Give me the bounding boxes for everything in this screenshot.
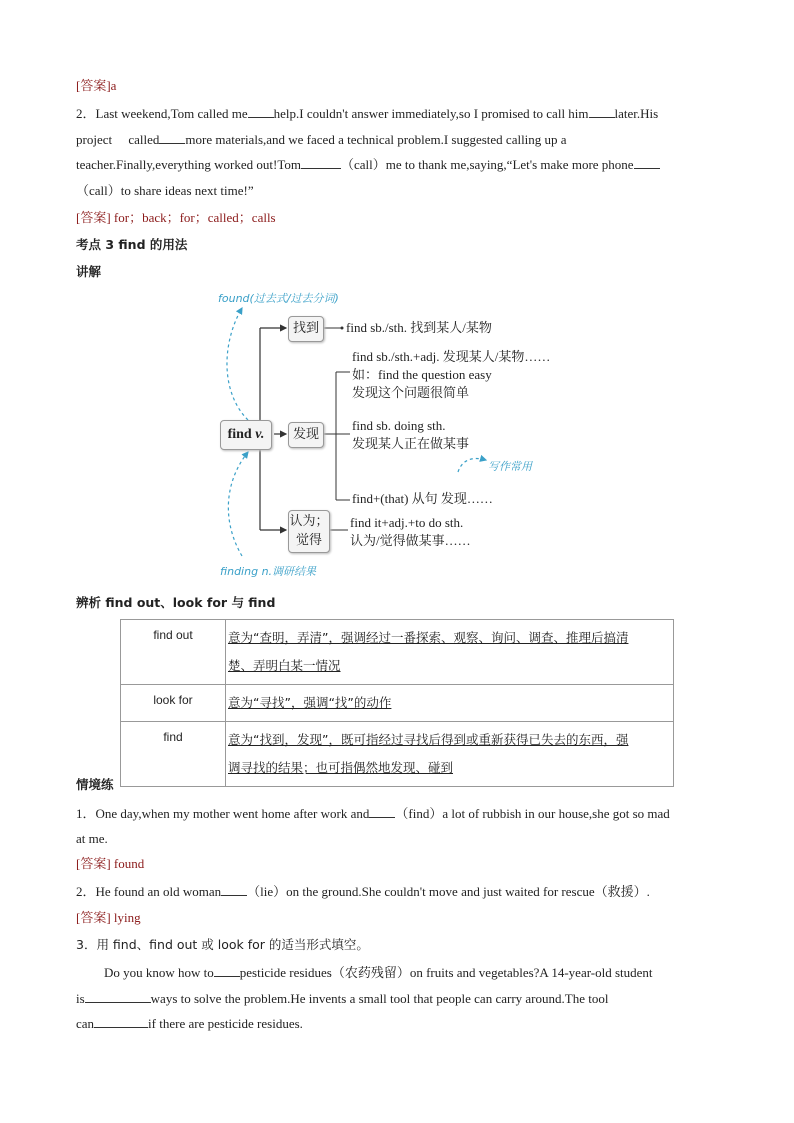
q2-line3: teacher.Finally,everything worked out!Tom （call）me to thank me,saying,“Let's make more phone [76, 154, 720, 175]
blank[interactable] [94, 1013, 148, 1028]
def-cell: 意为“查明，弄清”，强调经过一番探索、观察、询问、调查、推理后搞清 楚、弄明白某一情况 [226, 620, 674, 685]
node-find-verb: find v. [220, 420, 272, 450]
think-b: 认为/觉得做某事…… [350, 533, 471, 548]
find-desc: find sb./sth. 找到某人/某物 [346, 320, 492, 335]
node-discover: 发现 [288, 422, 324, 448]
jiangjie-label: 讲解 [76, 264, 102, 279]
answer-p-q1: [答案] found [76, 856, 145, 871]
kaodian-title: 考点 3 find 的用法 [76, 237, 188, 252]
discover-2b: 发现某人正在做某事 [352, 436, 470, 451]
table-row [121, 620, 674, 685]
p-q1-line2: at me. [76, 831, 108, 846]
blank[interactable] [214, 962, 240, 977]
comparison-table [120, 619, 674, 787]
discover-1b: 如：find the question easy [352, 367, 492, 382]
p-q3-line3: can if there are pesticide residues. [76, 1013, 720, 1034]
blank[interactable] [301, 154, 341, 169]
table-row [121, 685, 674, 722]
bianxi-title: 辨析 find out、look for 与 find [76, 595, 276, 610]
discover-2a: find sb. doing sth. [352, 418, 446, 433]
blank[interactable] [369, 803, 395, 818]
note-found: found(过去式/过去分词) [218, 292, 339, 305]
p-q2-line: 2．He found an old woman （lie）on the ground.She couldn't move and just waited for rescue（救援）. [76, 881, 720, 902]
blank[interactable] [221, 881, 247, 896]
answer-p-q2: [答案] lying [76, 910, 141, 925]
blank[interactable] [634, 154, 660, 169]
practice-title: 情境练 [76, 777, 114, 792]
answer-q2: [答案] for；back；for；called；calls [76, 210, 276, 225]
node-think: 认为； 觉得 [288, 510, 330, 553]
q2-line2: project called more materials,and we faced a technical problem.I suggested calling up a [76, 129, 720, 150]
answer-a: [答案]a [76, 78, 117, 93]
note-writing: 写作常用 [488, 460, 532, 473]
discover-3: find+(that) 从句 发现…… [352, 491, 493, 506]
term-cell: find out [121, 620, 226, 685]
blank[interactable] [85, 988, 151, 1003]
def-cell: 意为“寻找”，强调“找”的动作 [226, 685, 674, 722]
term-cell: look for [121, 685, 226, 722]
blank[interactable] [589, 103, 615, 118]
p-q3-line1: Do you know how to pesticide residues（农药残留）on fruits and vegetables?A 14-year-old student [104, 962, 720, 983]
blank[interactable] [159, 129, 185, 144]
q2-line4: （call）to share ideas next time!” [76, 183, 254, 198]
term-cell: find [121, 722, 226, 787]
p-q3-line2: is ways to solve the problem.He invents a small tool that people can carry around.The tool [76, 988, 720, 1009]
find-usage-diagram [200, 282, 600, 587]
think-a: find it+adj.+to do sth. [350, 515, 464, 530]
q2-line1: 2．Last weekend,Tom called me help.I couldn't answer immediately,so I promised to call him later.His [76, 103, 720, 124]
p-q3-title: 3．用 find、find out 或 look for 的适当形式填空。 [76, 937, 369, 952]
discover-1a: find sb./sth.+adj. 发现某人/某物…… [352, 349, 551, 364]
discover-1c: 发现这个问题很简单 [352, 385, 470, 400]
p-q1-line1: 1．One day,when my mother went home after work and （find）a lot of rubbish in our house,she got so mad [76, 803, 720, 824]
node-find: 找到 [288, 316, 324, 342]
blank[interactable] [248, 103, 274, 118]
def-cell: 意为“找到，发现”，既可指经过寻找后得到或重新获得已失去的东西，强 调寻找的结果；也可指偶然地发现、碰到 [226, 722, 674, 787]
note-finding: finding n.调研结果 [220, 565, 317, 578]
